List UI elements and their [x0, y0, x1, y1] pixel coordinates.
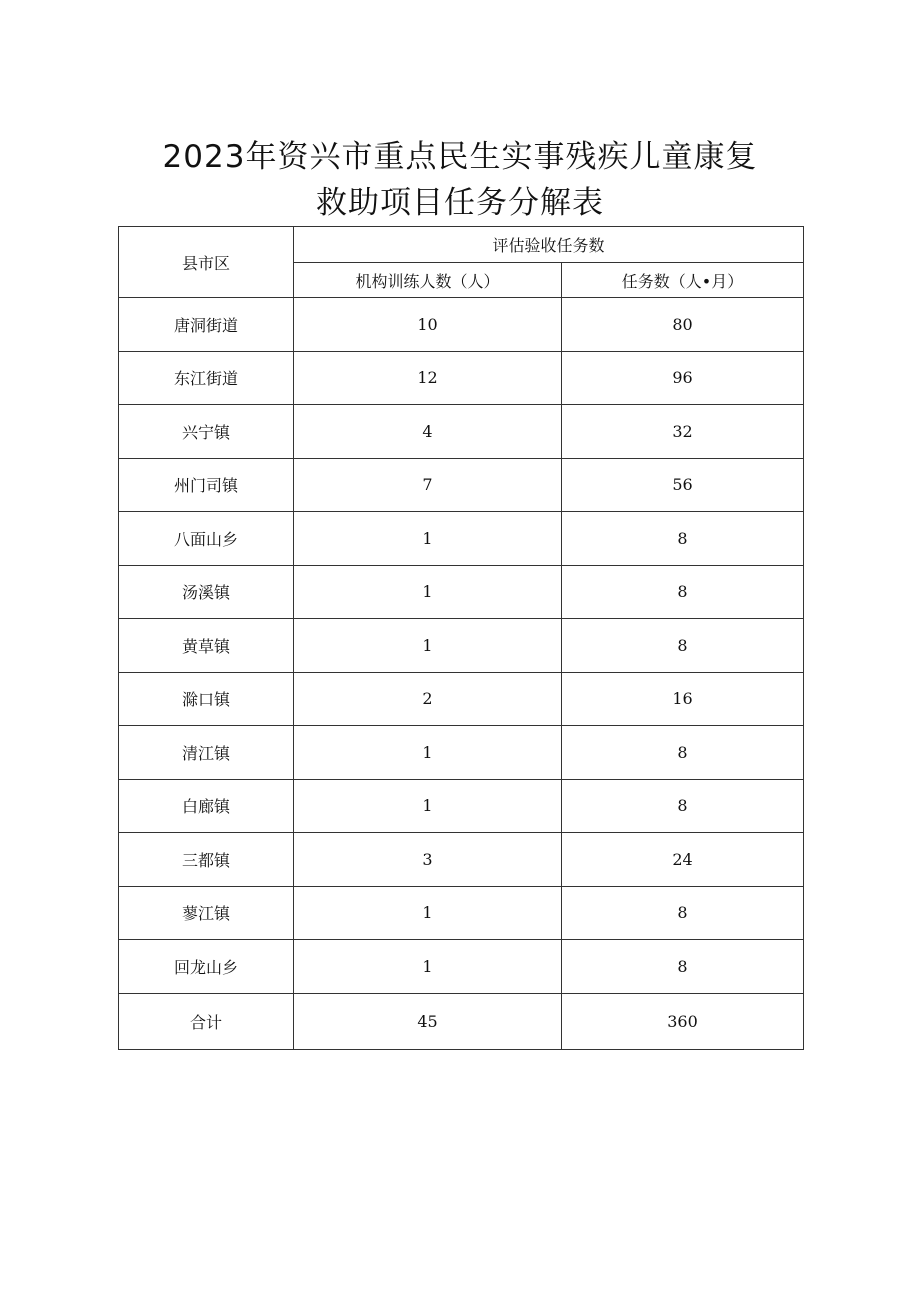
cell-people: 4	[294, 405, 562, 459]
cell-people: 1	[294, 565, 562, 619]
table-row	[119, 833, 804, 887]
cell-tasks: 24	[562, 833, 804, 887]
cell-people: 1	[294, 619, 562, 673]
cell-name: 蓼江镇	[119, 886, 294, 940]
cell-name: 滁口镇	[119, 672, 294, 726]
header-people: 机构训练人数（人）	[294, 263, 562, 298]
cell-tasks: 8	[562, 779, 804, 833]
cell-name: 三都镇	[119, 833, 294, 887]
table-row	[119, 619, 804, 673]
document-title-line-2: 救助项目任务分解表	[316, 185, 604, 221]
cell-tasks: 16	[562, 672, 804, 726]
table-row	[119, 886, 804, 940]
cell-name: 州门司镇	[119, 458, 294, 512]
cell-name: 清江镇	[119, 726, 294, 780]
table-row	[119, 512, 804, 566]
cell-tasks: 96	[562, 351, 804, 405]
cell-people: 1	[294, 512, 562, 566]
document-title-line-1: 2023年资兴市重点民生实事残疾儿童康复	[162, 139, 758, 175]
total-people: 45	[294, 993, 562, 1049]
cell-name: 兴宁镇	[119, 405, 294, 459]
cell-people: 1	[294, 940, 562, 994]
cell-people: 7	[294, 458, 562, 512]
header-group: 评估验收任务数	[294, 227, 804, 263]
cell-people: 1	[294, 779, 562, 833]
cell-people: 3	[294, 833, 562, 887]
cell-name: 白廊镇	[119, 779, 294, 833]
table-row	[119, 672, 804, 726]
cell-tasks: 8	[562, 886, 804, 940]
table-row	[119, 565, 804, 619]
total-label: 合计	[119, 993, 294, 1049]
total-row	[119, 993, 804, 1049]
cell-people: 1	[294, 726, 562, 780]
table-row	[119, 298, 804, 352]
table-row	[119, 726, 804, 780]
table-row	[119, 405, 804, 459]
cell-tasks: 80	[562, 298, 804, 352]
cell-name: 黄草镇	[119, 619, 294, 673]
cell-name: 汤溪镇	[119, 565, 294, 619]
cell-tasks: 8	[562, 512, 804, 566]
cell-tasks: 56	[562, 458, 804, 512]
cell-name: 唐洞街道	[119, 298, 294, 352]
header-region: 县市区	[119, 227, 294, 298]
cell-name: 东江街道	[119, 351, 294, 405]
table-row	[119, 458, 804, 512]
cell-people: 10	[294, 298, 562, 352]
total-tasks: 360	[562, 993, 804, 1049]
task-breakdown-table	[118, 226, 804, 1050]
table-row	[119, 351, 804, 405]
cell-people: 12	[294, 351, 562, 405]
table-row	[119, 779, 804, 833]
cell-tasks: 8	[562, 940, 804, 994]
header-tasks: 任务数（人•月）	[562, 263, 804, 298]
cell-tasks: 8	[562, 619, 804, 673]
cell-tasks: 8	[562, 565, 804, 619]
cell-tasks: 8	[562, 726, 804, 780]
cell-people: 1	[294, 886, 562, 940]
cell-name: 回龙山乡	[119, 940, 294, 994]
cell-tasks: 32	[562, 405, 804, 459]
cell-name: 八面山乡	[119, 512, 294, 566]
table-row	[119, 940, 804, 994]
cell-people: 2	[294, 672, 562, 726]
